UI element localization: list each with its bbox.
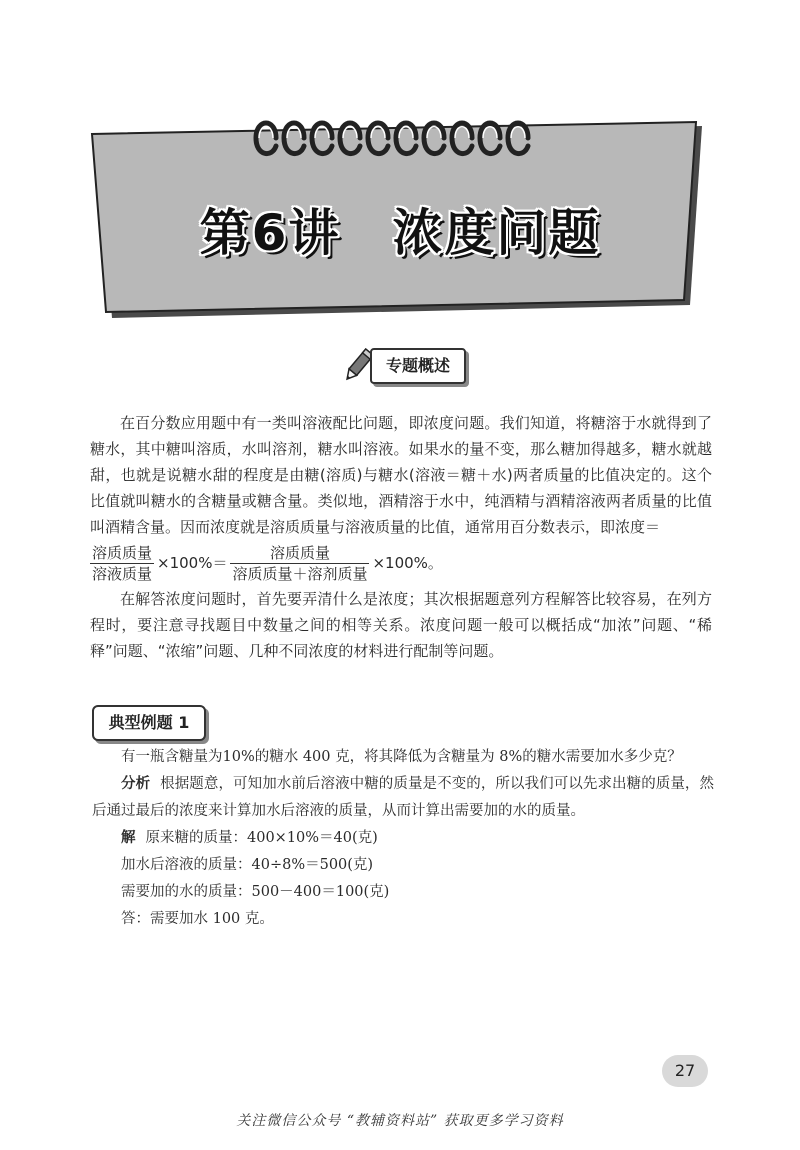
chapter-banner <box>0 0 800 330</box>
fraction-1-numerator: 溶质质量 <box>92 543 153 562</box>
overview-text <box>90 410 712 664</box>
fraction-1 <box>90 543 154 584</box>
fraction-2-denominator: 溶质质量＋溶剂质量 <box>232 564 368 583</box>
overview-paragraph-2: 在解答浓度问题时，首先要弄清什么是浓度；其次根据题意列方程解答比较容易，在列方程时，要注意寻找题目中数量之间的相等关系。浓度问题一般可以概括成“加浓”问题、“稀释”问题、“浓缩”问题、几种不同浓度的材料进行配制等问题。 <box>90 590 712 660</box>
answer: 答：需要加水 100 克。 <box>121 911 274 927</box>
solution-step-text: 原来糖的质量：400×10%＝40(克) <box>145 830 378 846</box>
analysis-text: 根据题意，可知加水前后溶液中糖的质量是不变的，所以我们可以先求出糖的质量，然后通过最后的浓度来计算加水后溶液的质量，从而计算出需要加的水的质量。 <box>92 776 714 819</box>
solution-step <box>92 825 714 852</box>
overview-header <box>338 344 468 388</box>
page-number: 27 <box>662 1055 708 1087</box>
formula-times-2: ×100%。 <box>372 554 443 572</box>
solution-step: 需要加的水的质量：500－400＝100(克) <box>121 884 390 900</box>
concentration-formula <box>90 540 712 586</box>
example-body <box>92 744 714 933</box>
fraction-2 <box>230 543 369 584</box>
footer-note: 关注微信公众号 “教辅资料站” 获取更多学习资料 <box>236 1113 564 1129</box>
overview-paragraph-1: 在百分数应用题中有一类叫溶液配比问题，即浓度问题。我们知道，将糖溶于水就得到了糖水，其中糖叫溶质，水叫溶剂，糖水叫溶液。如果水的量不变，那么糖加得越多，糖水就越甜，也就是说糖水甜的程度是由糖(溶质)与糖水(溶液＝糖＋水)两者质量的比值决定的。这个比值就叫糖水的含糖量或糖含量。类似地，酒精溶于水中，纯酒精与酒精溶液两者质量的比值叫酒精含量。因而浓度就是溶质质量与溶液质量的比值，通常用百分数表示，即浓度＝ <box>90 414 712 536</box>
example-question: 有一瓶含糖量为10%的糖水 400 克，将其降低为含糖量为 8%的糖水需要加水多少克？ <box>121 749 682 765</box>
fraction-2-numerator: 溶质质量 <box>269 543 330 562</box>
formula-times-1: ×100%＝ <box>157 554 228 572</box>
solution-step: 加水后溶液的质量：40÷8%＝500(克) <box>121 857 374 873</box>
example-label: 典型例题 1 <box>92 705 206 741</box>
overview-label: 专题概述 <box>370 348 466 384</box>
analysis-label: 分析 <box>121 776 151 792</box>
chapter-title: 第6讲 浓度问题 <box>199 204 601 262</box>
example-analysis <box>92 771 714 825</box>
fraction-1-denominator: 溶液质量 <box>92 564 153 583</box>
solution-label: 解 <box>121 830 136 846</box>
